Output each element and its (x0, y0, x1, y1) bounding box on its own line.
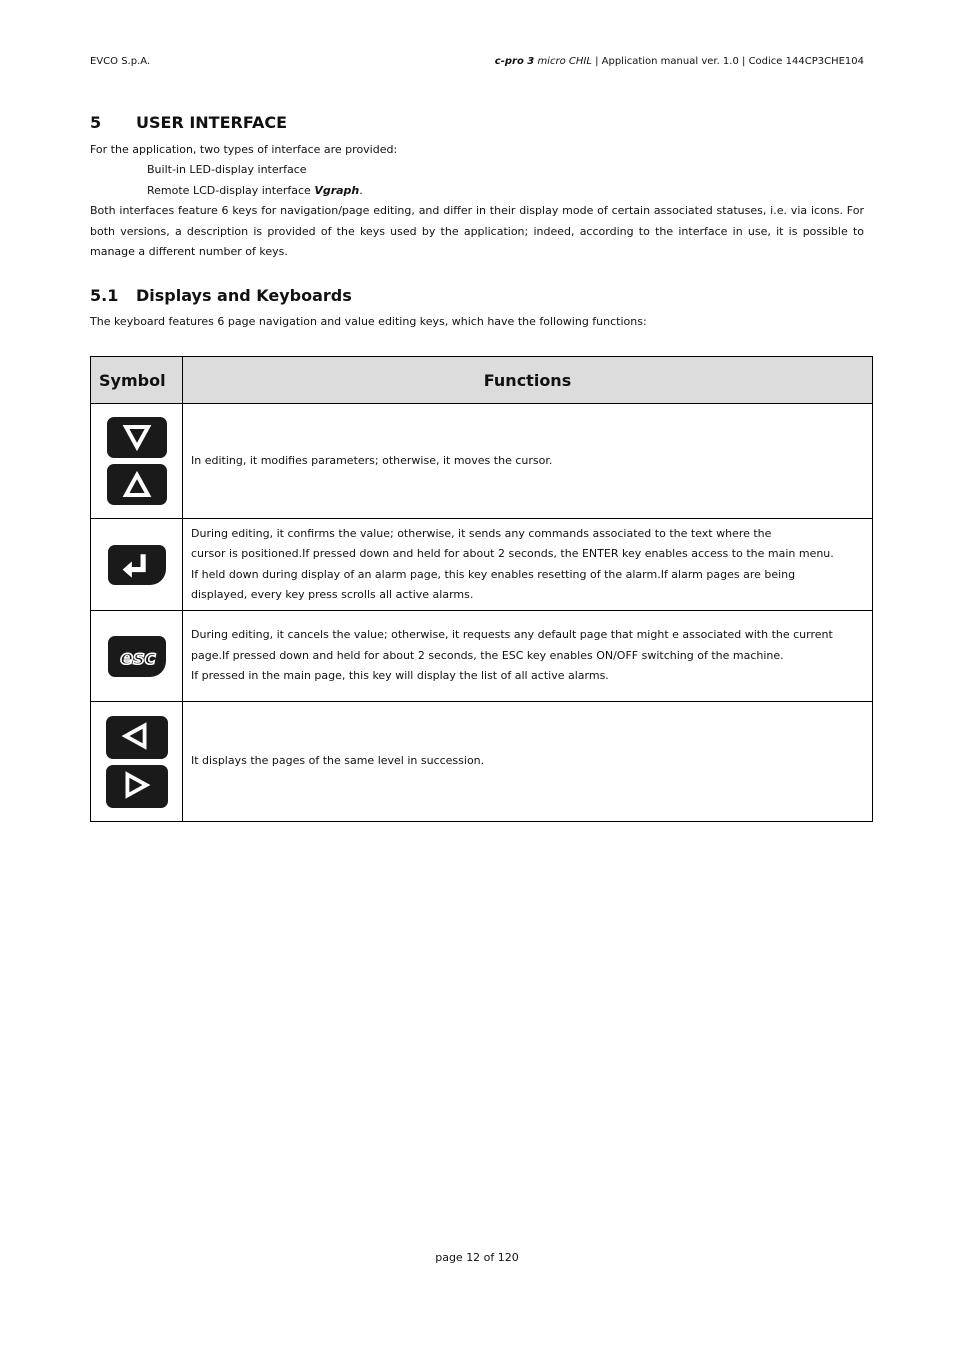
table-row (91, 611, 873, 702)
column-header-symbol: Symbol (91, 357, 183, 404)
function-line: It displays the pages of the same level in succession. (191, 754, 485, 768)
function-line: During editing, it cancels the value; otherwise, it requests any default page that might e associated with the current (191, 628, 833, 642)
header-product-bold: c-pro 3 (494, 56, 535, 67)
section-number: 5 (90, 113, 102, 132)
function-cell (183, 702, 873, 822)
function-line: If held down during display of an alarm page, this key enables resetting of the alarm.If alarm pages are being (191, 567, 796, 581)
down-arrow-key-icon (107, 417, 167, 458)
table-row (91, 519, 873, 611)
page-number: page 12 of 120 (435, 1251, 519, 1264)
section-paragraph: Both interfaces feature 6 keys for navigation/page editing, and differ in their display mode of certain associated statuses, i.e. via icons. For both versions, a description is provided of the keys used by the application; indeed, according to the interface in use, it is possible to manage a different number of keys. (90, 204, 864, 258)
header-manual-details: | Application manual ver. 1.0 | Codice 144CP3CHE104 (591, 56, 864, 67)
left-arrow-key-icon (106, 716, 168, 759)
table-header-row (91, 357, 873, 404)
table-row (91, 404, 873, 519)
symbol-cell (91, 404, 183, 519)
section-title: USER INTERFACE (136, 113, 287, 132)
header-company: EVCO S.p.A. (90, 56, 151, 67)
subsection-title: Displays and Keyboards (136, 286, 352, 305)
subsection-intro: The keyboard features 6 page navigation and value editing keys, which have the following functions: (90, 315, 647, 328)
column-header-functions: Functions (183, 357, 873, 404)
interface-item-led: Built-in LED-display interface (147, 163, 307, 176)
right-arrow-key-icon (106, 765, 168, 808)
up-arrow-key-icon (107, 464, 167, 505)
function-line: If pressed in the main page, this key will display the list of all active alarms. (191, 669, 609, 683)
vgraph-name: Vgraph (314, 184, 360, 197)
keys-table (90, 356, 873, 822)
esc-key-label: esc (119, 646, 156, 669)
header-manual-info (495, 56, 864, 67)
function-cell (183, 404, 873, 519)
symbol-cell (91, 611, 183, 702)
subsection-number: 5.1 (90, 286, 119, 305)
function-cell (183, 611, 873, 702)
interface-item-lcd-prefix: Remote LCD-display interface (147, 184, 315, 197)
interface-item-lcd-suffix: . (359, 184, 363, 197)
interface-item-lcd (147, 181, 363, 202)
subsection-heading (90, 286, 352, 305)
header-product-italic: micro CHIL (534, 56, 592, 67)
symbol-cell (91, 702, 183, 822)
function-line: During editing, it confirms the value; otherwise, it sends any commands associated to the text where the (191, 526, 772, 540)
section-heading (90, 113, 287, 132)
esc-key-icon (108, 636, 166, 677)
enter-key-icon (108, 545, 166, 585)
function-cell (183, 519, 873, 611)
function-line: cursor is positioned.If pressed down and held for about 2 seconds, the ENTER key enables access to the main menu. (191, 547, 834, 560)
section-intro: For the application, two types of interface are provided: (90, 143, 398, 156)
table-row (91, 702, 873, 822)
function-line: page.If pressed down and held for about 2 seconds, the ESC key enables ON/OFF switching of the machine. (191, 648, 784, 662)
function-line: In editing, it modifies parameters; otherwise, it moves the cursor. (191, 453, 553, 467)
function-line: displayed, every key press scrolls all active alarms. (191, 588, 474, 601)
symbol-cell (91, 519, 183, 611)
